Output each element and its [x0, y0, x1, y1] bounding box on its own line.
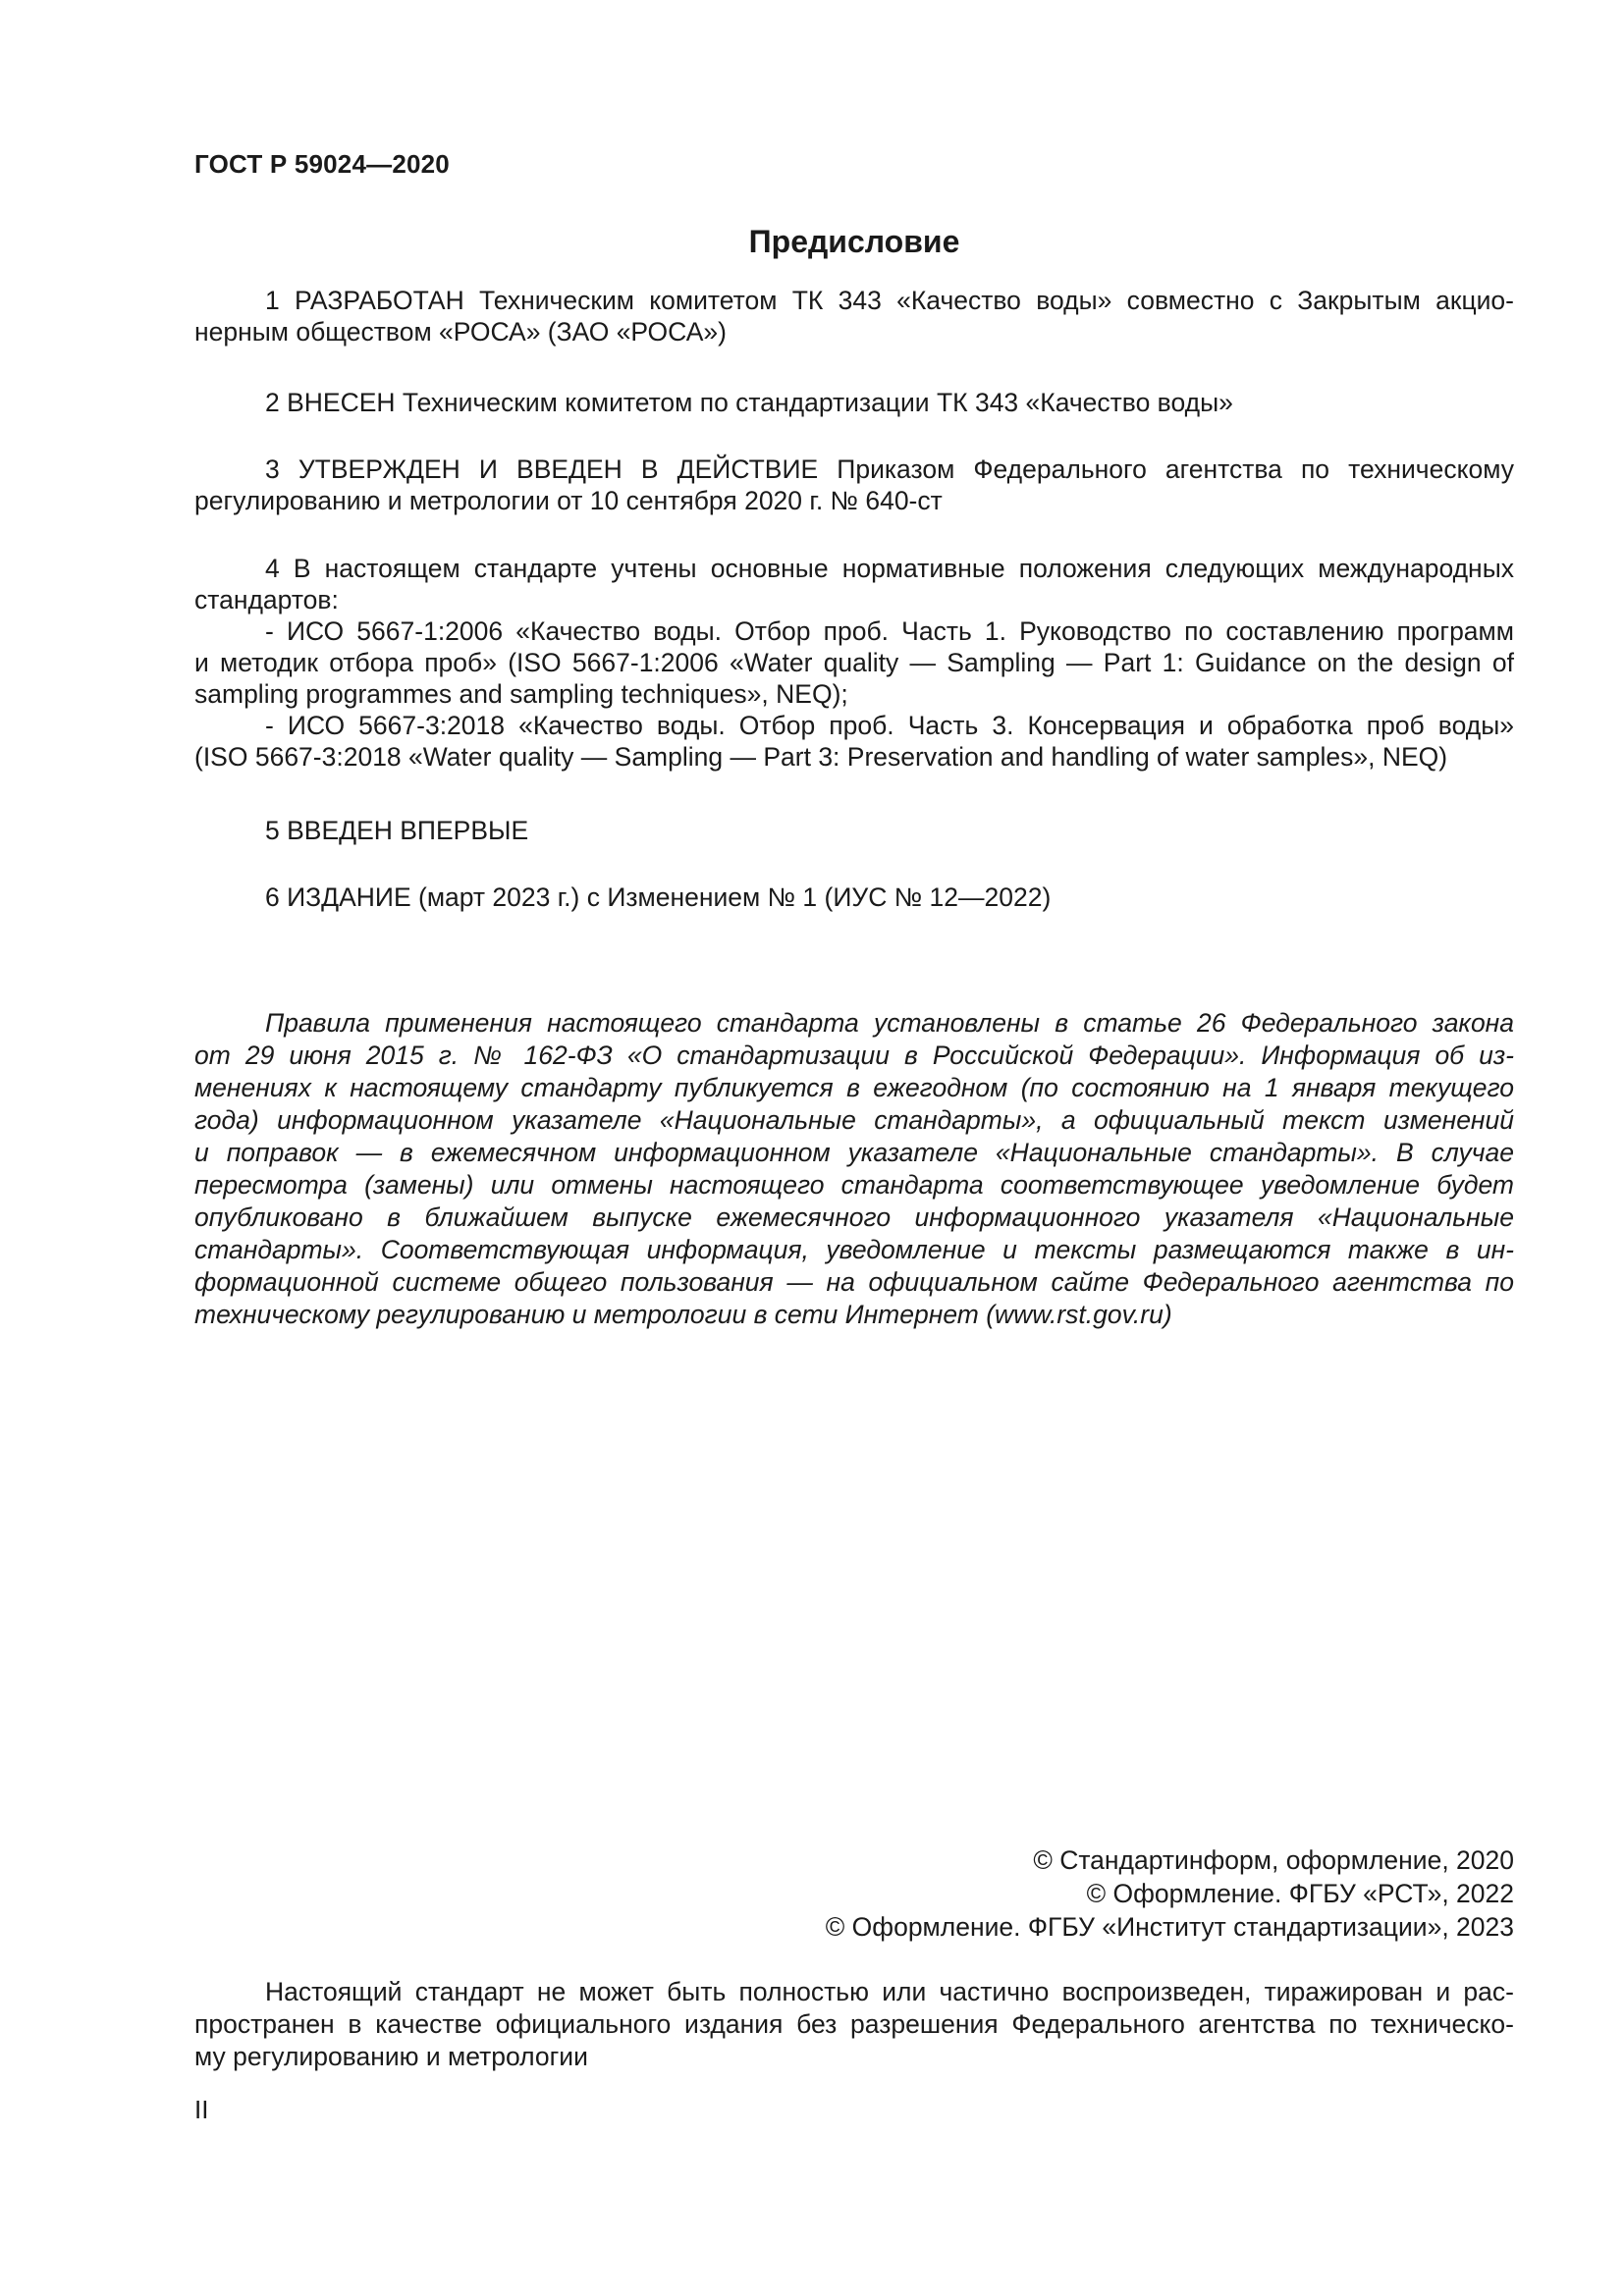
- reproduction-notice: [194, 1976, 1514, 2073]
- text-line: 1 РАЗРАБОТАН Техническим комитетом ТК 343 «Качество воды» совместно с Закрытым акцио-: [265, 286, 1514, 315]
- text-line: менениях к настоящему стандарту публикуется в ежегодном (по состоянию на 1 января текущего: [194, 1073, 1514, 1102]
- copyright-line: © Стандартинформ, оформление, 2020: [1033, 1845, 1514, 1875]
- copyright-line: © Оформление. ФГБУ «РСТ», 2022: [1086, 1879, 1514, 1908]
- text-line: и поправок — в ежемесячном информационном указателе «Национальные стандарты». В случае: [194, 1138, 1514, 1167]
- text-line: 6 ИЗДАНИЕ (март 2023 г.) с Изменением № 1 (ИУС № 12—2022): [265, 882, 1052, 912]
- text-line: формационной системе общего пользования — на официальном сайте Федерального агентства по: [194, 1267, 1514, 1297]
- text-line: нерным обществом «РОСА» (ЗАО «РОСА»): [194, 317, 727, 347]
- text-line: 4 В настоящем стандарте учтены основные нормативные положения следующих международных: [265, 554, 1514, 583]
- list-item-iso-5667-1: - ИСО 5667-1:2006 «Качество воды. Отбор проб. Часть 1. Руководство по составлению программ: [265, 616, 1514, 646]
- text-line: и методик отбора проб» (ISO 5667-1:2006 «Water quality — Sampling — Part 1: Guidance on the design of: [194, 648, 1514, 677]
- text-line: года) информационном указателе «Национальные стандарты», а официальный текст изменений: [194, 1105, 1514, 1135]
- copyright-block: [826, 1843, 1514, 1944]
- text-line: Правила применения настоящего стандарта установлены в статье 26 Федерального закона: [265, 1008, 1514, 1038]
- standard-application-rules: [194, 1007, 1514, 1331]
- page-title: Предисловие: [748, 224, 960, 259]
- text-line: техническому регулированию и метрологии в сети Интернет (www.rst.gov.ru): [194, 1300, 1172, 1329]
- text-line: регулированию и метрологии от 10 сентября 2020 г. № 640-ст: [194, 486, 943, 515]
- text-line: опубликовано в ближайшем выпуске ежемесячного информационного указателя «Национальные: [194, 1202, 1514, 1232]
- text-line: 3 УТВЕРЖДЕН И ВВЕДЕН В ДЕЙСТВИЕ Приказом Федерального агентства по техническому: [265, 454, 1514, 484]
- page-number: II: [194, 2095, 209, 2124]
- text-line: sampling programmes and sampling techniques», NEQ);: [194, 679, 848, 709]
- foreword-item-3: [194, 454, 1514, 516]
- text-line: стандартов:: [194, 585, 339, 614]
- list-item-iso-5667-3: - ИСО 5667-3:2018 «Качество воды. Отбор проб. Часть 3. Консервация и обработка проб воды»: [265, 711, 1514, 740]
- text-line: му регулированию и метрологии: [194, 2042, 588, 2071]
- text-line: (ISO 5667-3:2018 «Water quality — Sampling — Part 3: Preservation and handling of water samples», NEQ): [194, 742, 1448, 772]
- foreword-item-2: [194, 387, 1514, 418]
- text-line: пространен в качестве официального издания без разрешения Федерального агентства по техническо-: [194, 2009, 1514, 2039]
- text-line: от 29 июня 2015 г. № 162-ФЗ «О стандартизации в Российской Федерации». Информация об из-: [194, 1041, 1514, 1070]
- copyright-line: © Оформление. ФГБУ «Институт стандартизации», 2023: [825, 1912, 1514, 1942]
- text-line: Настоящий стандарт не может быть полностью или частично воспроизведен, тиражирован и рас-: [265, 1977, 1514, 2006]
- foreword-item-1: [194, 285, 1514, 347]
- text-line: 2 ВНЕСЕН Техническим комитетом по стандартизации ТК 343 «Качество воды»: [265, 388, 1233, 417]
- text-line: стандарты». Соответствующая информация, уведомление и тексты размещаются также в ин-: [194, 1235, 1514, 1264]
- foreword-item-4: [194, 553, 1514, 773]
- document-code-header: ГОСТ Р 59024—2020: [194, 149, 450, 179]
- text-line: 5 ВВЕДЕН ВПЕРВЫЕ: [265, 816, 529, 845]
- foreword-item-6: [194, 881, 1514, 913]
- text-line: пересмотра (замены) или отмены настоящего стандарта соответствующее уведомление будет: [194, 1170, 1514, 1200]
- foreword-item-5: [194, 815, 1514, 846]
